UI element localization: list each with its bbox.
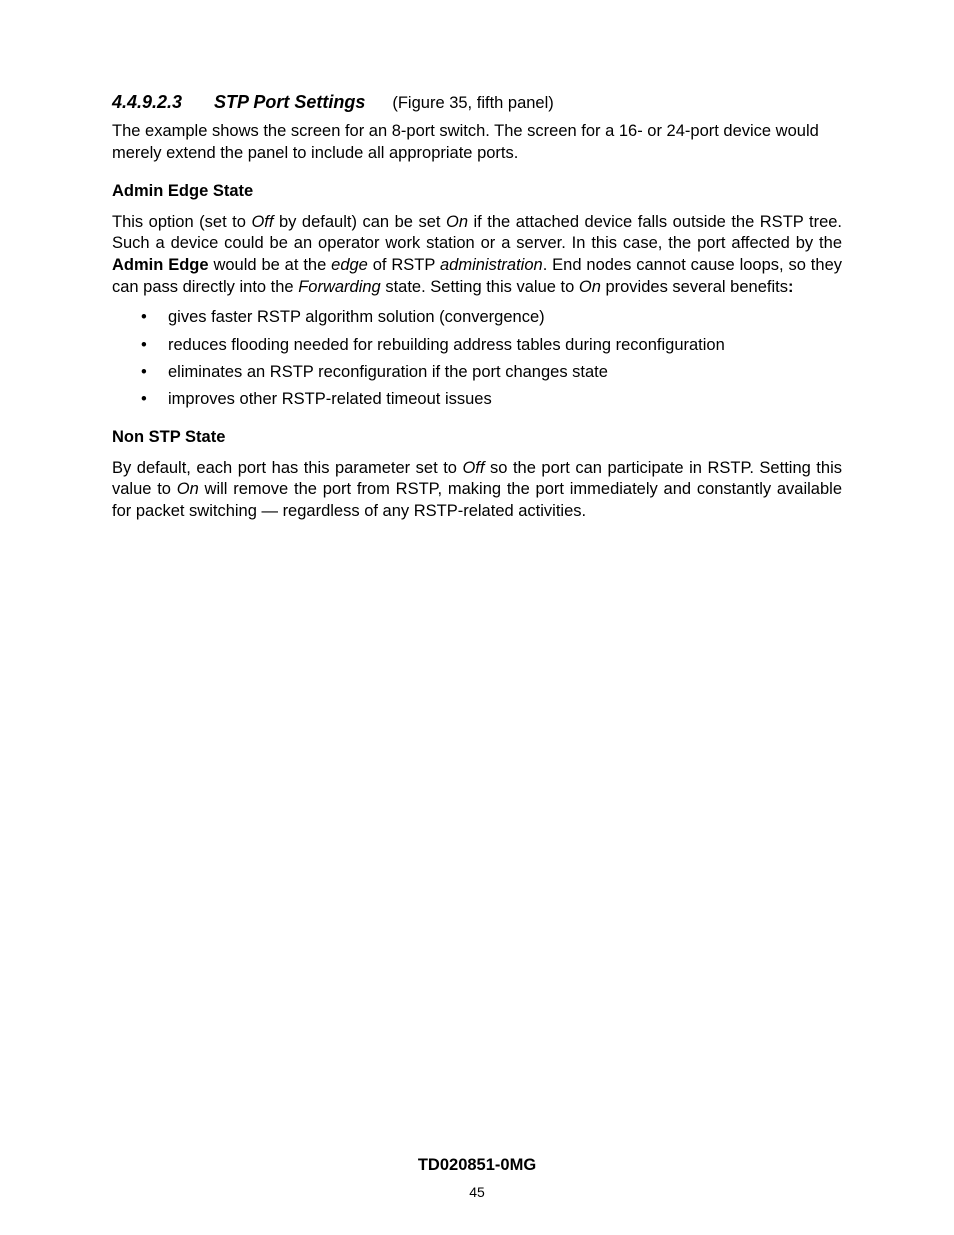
list-item-text: eliminates an RSTP reconfiguration if the port changes state [168,362,608,381]
intro-paragraph: The example shows the screen for an 8-port switch. The screen for a 16- or 24-port device would merely extend the panel to include all appropriate ports. [112,122,819,162]
document-id: TD020851-0MG [417,1156,537,1174]
text-run: of RSTP [367,255,440,274]
bullet-icon: • [141,335,147,354]
list-item [112,307,842,329]
emphasis-on: On [445,212,468,231]
emphasis-administration: administration [439,255,543,274]
text-run: By default, each port has this parameter set to [112,458,463,477]
list-item-text: gives faster RSTP algorithm solution (convergence) [168,308,545,327]
admin-edge-paragraph [112,212,842,298]
non-stp-paragraph [112,458,842,523]
bullet-icon: • [141,362,147,381]
emphasis-edge: edge [331,255,368,274]
text-run: . End nodes cannot cause loops, so they can pass directly into the [112,255,842,296]
emphasis-off: Off [462,458,485,477]
text-run: state. Setting this value to [380,277,579,296]
list-item [112,335,842,357]
page-number: 45 [469,1184,485,1200]
section-number: 4.4.9.2.3 [112,92,183,112]
text-run: This option (set to [112,212,252,231]
list-item-text: reduces flooding needed for rebuilding address tables during reconfiguration [168,335,725,354]
bold-colon: : [787,277,794,296]
text-run: will remove the port from RSTP, making the port immediately and constantly available for packet switching — regardless of any RSTP-related activities. [112,480,843,520]
bold-admin-edge: Admin Edge [112,255,209,274]
text-run: provides several benefits [600,277,788,296]
section-heading [112,88,842,116]
admin-edge-heading: Admin Edge State [112,182,254,201]
text-run: by default) can be set [273,212,446,231]
emphasis-on: On [578,277,601,296]
non-stp-heading: Non STP State [112,427,226,446]
list-item-text: improves other RSTP-related timeout issues [168,390,492,409]
emphasis-forwarding: Forwarding [298,277,381,296]
list-item [112,362,842,384]
list-item [112,389,842,411]
benefits-list [112,307,842,411]
bullet-icon: • [141,308,147,327]
text-run: would be at the [208,255,332,274]
bullet-icon: • [141,390,147,409]
text-run: so the port can participate in RSTP. Setting this value to [112,458,842,499]
section-title: STP Port Settings [214,92,366,112]
page-content [112,88,842,522]
emphasis-on: On [176,480,199,499]
text-run: if the attached device falls outside the RSTP tree. Such a device could be an operator work station or a server. In this case, the port affected by the [112,212,843,253]
figure-reference: (Figure 35, fifth panel) [392,94,554,112]
emphasis-off: Off [251,212,274,231]
